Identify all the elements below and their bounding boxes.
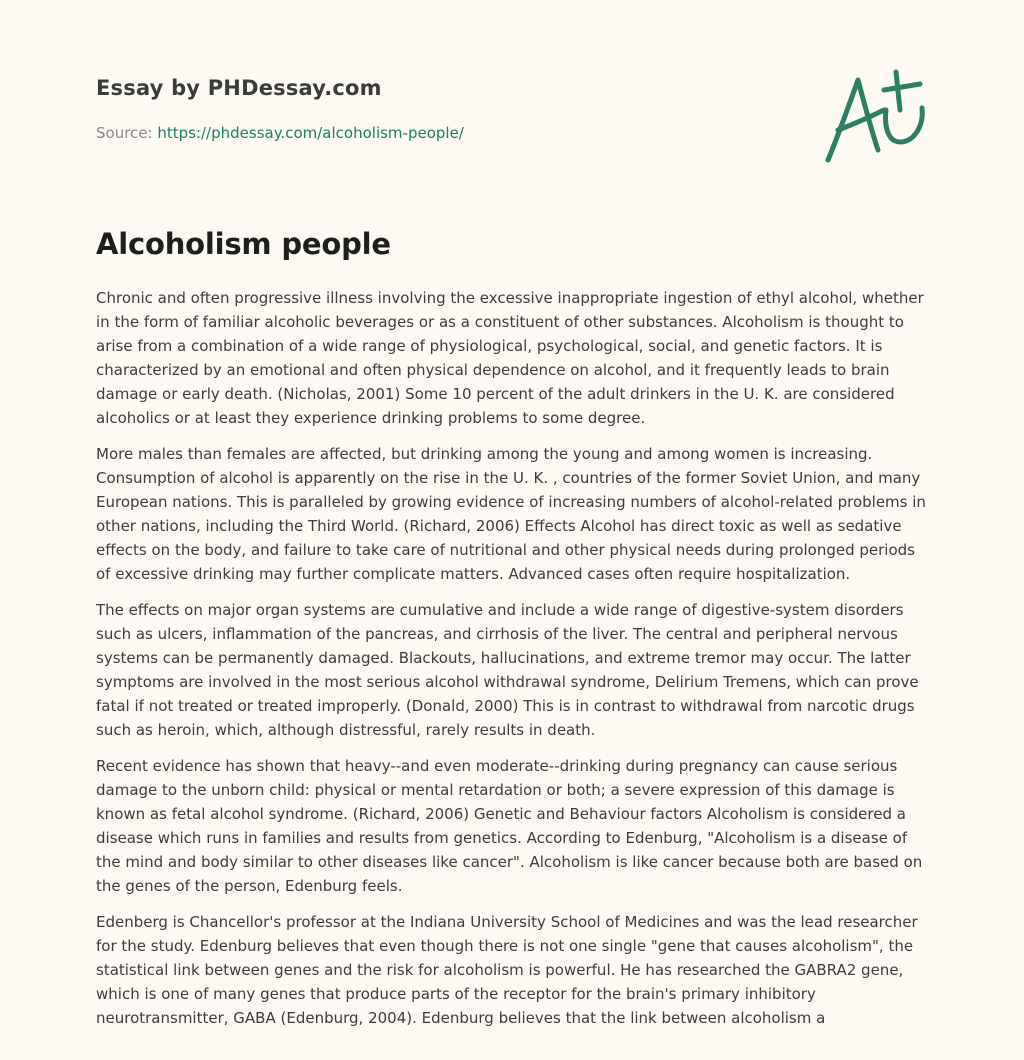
a-plus-grade-icon [824,66,928,166]
source-link[interactable]: https://phdessay.com/alcoholism-people/ [157,124,464,142]
article-paragraph: Recent evidence has shown that heavy--and even moderate--drinking during pregnancy can cause serious damage to the unborn child: physical or mental retardation or both; a severe expression of this damage is known as fetal alcohol syndrome. (Richard, 2006) Genetic and Behaviour factors Alcoholism is considered a disease which runs in families and results from genetics. According to Edenburg, "Alcoholism is a disease of the mind and body similar to other diseases like cancer". Alcoholism is like cancer because both are based on the genes of the person, Edenburg feels. [96,757,923,895]
article-body [96,286,934,1042]
source-label: Source: [96,124,158,142]
source-line [96,124,464,142]
article-paragraph: More males than females are affected, but drinking among the young and among women is increasing. Consumption of alcohol is apparently on the rise in the U. K. , countries of the former Soviet Union, and many European nations. This is paralleled by growing evidence of increasing numbers of alcohol-related problems in other nations, including the Third World. (Richard, 2006) Effects Alcohol has direct toxic as well as sedative effects on the body, and failure to take care of nutritional and other physical needs during prolonged periods of excessive drinking may further complicate matters. Advanced cases often require hospitalization. [96,445,926,583]
brand-title: Essay by PHDessay.com [96,76,382,100]
page-header [96,0,928,220]
article-paragraph: The effects on major organ systems are cumulative and include a wide range of digestive-system disorders such as ulcers, inflammation of the pancreas, and cirrhosis of the liver. The central and peripheral nervous systems can be permanently damaged. Blackouts, hallucinations, and extreme tremor may occur. The latter symptoms are involved in the most serious alcohol withdrawal syndrome, Delirium Tremens, which can prove fatal if not treated or treated improperly. (Donald, 2000) This is in contrast to withdrawal from narcotic drugs such as heroin, which, although distressful, rarely results in death. [96,601,919,739]
article-paragraph: Chronic and often progressive illness involving the excessive inappropriate ingestion of ethyl alcohol, whether in the form of familiar alcoholic beverages or as a constituent of other substances. Alcoholism is thought to arise from a combination of a wide range of physiological, psychological, social, and genetic factors. It is characterized by an emotional and often physical dependence on alcohol, and it frequently leads to brain damage or early death. (Nicholas, 2001) Some 10 percent of the adult drinkers in the U. K. are considered alcoholics or at least they experience drinking problems to some degree. [96,289,924,427]
article-title: Alcoholism people [96,227,391,261]
article-paragraph: Edenberg is Chancellor's professor at the Indiana University School of Medicines and was the lead researcher for the study. Edenburg believes that even though there is not one single "gene that causes alcoholism", the statistical link between genes and the risk for alcoholism is powerful. He has researched the GABRA2 gene, which is one of many genes that produce parts of the receptor for the brain's primary inhibitory neurotransmitter, GABA (Edenburg, 2004). Edenburg believes that the link between alcoholism a [96,913,918,1027]
